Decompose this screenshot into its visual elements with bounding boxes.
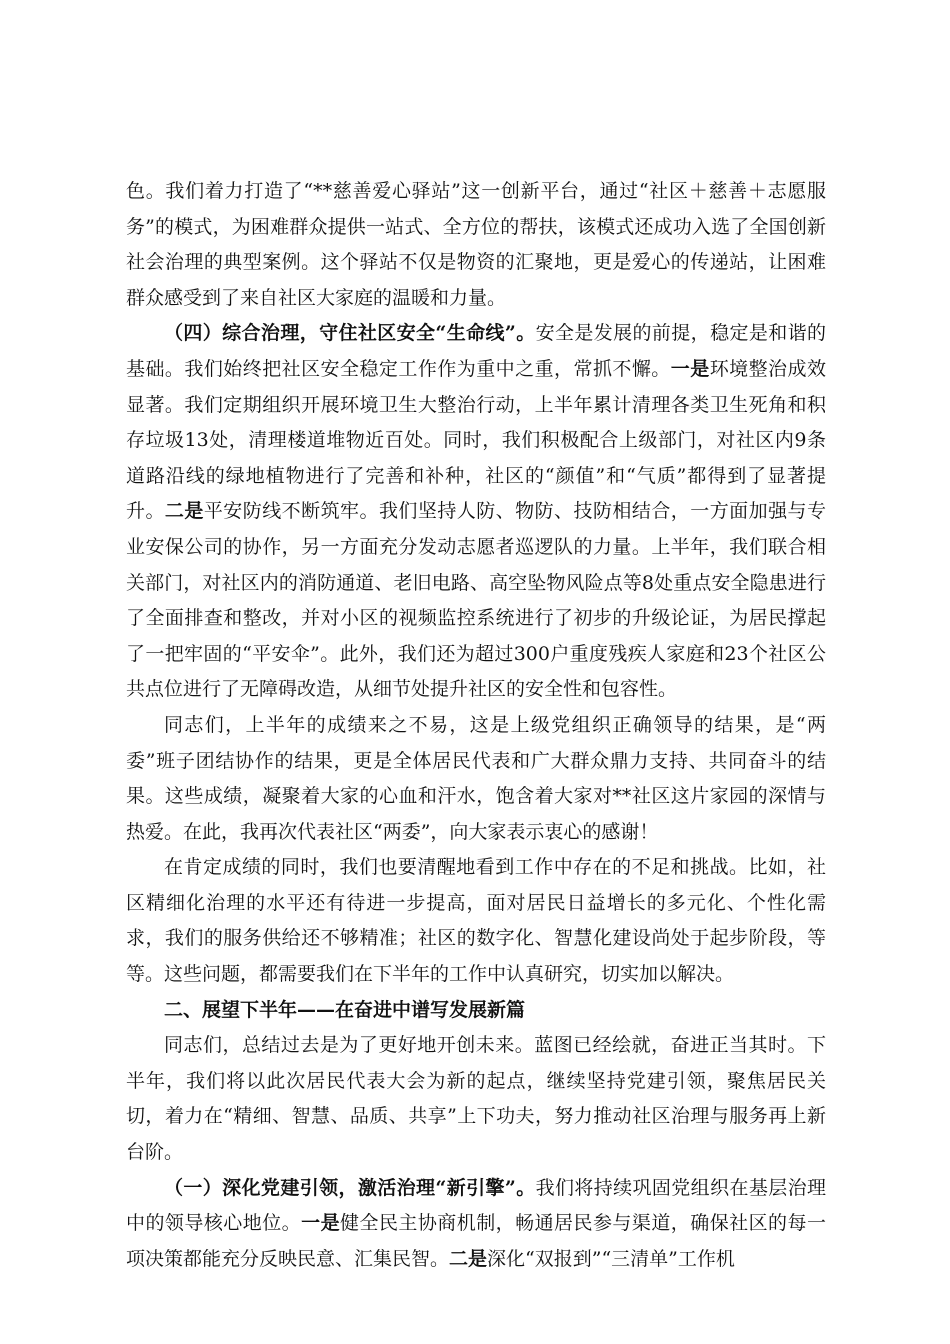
- paragraph-comprehensive-governance: [126, 316, 826, 708]
- paragraph-text: 同志们，上半年的成绩来之不易，这是上级党组织正确领导的结果，是“两委”班子团结协作的结果，更是全体居民代表和广大群众鼎力支持、共同奋斗的结果。这些成绩，凝聚着大家的心血和汗水，饱含着大家对**社区这片家园的深情与热爱。在此，我再次代表社区“两委”，向大家表示衷心的感谢！: [126, 713, 826, 843]
- paragraph-text: 环境整治成效显著。我们定期组织开展环境卫生大整治行动，上半年累计清理各类卫生死角和积存垃圾13处，清理楼道堆物近百处。同时，我们积极配合上级部门，对社区内9条道路沿线的绿地植物进行了完善和补种，社区的“颜值”和“气质”都得到了显著提升。: [126, 357, 826, 523]
- emphasis-first: 一是: [670, 357, 710, 380]
- paragraph-text: 健全民主协商机制，畅通居民参与渠道，确保社区的每一项决策都能充分反映民意、汇集民智。: [126, 1212, 826, 1270]
- emphasis-second: 二是: [164, 500, 204, 523]
- paragraph-text: 平安防线不断筑牢。我们坚持人防、物防、技防相结合，一方面加强与专业安保公司的协作，另一方面充分发动志愿者巡逻队的力量。上半年，我们联合相关部门，对社区内的消防通道、老旧电路、高空坠物风险点等8处重点安全隐患进行了全面排查和整改，并对小区的视频监控系统进行了初步的升级论证，为居民撑起了一把牢固的“平安伞”。此外，我们还为超过300户重度残疾人家庭和23个社区公共点位进行了无障碍改造，从细节处提升社区的安全性和包容性。: [126, 500, 826, 701]
- paragraph-thanks: [126, 708, 826, 850]
- paragraph-text: 色。我们着力打造了“**慈善爱心驿站”这一创新平台，通过“社区＋慈善＋志愿服务”的模式，为困难群众提供一站式、全方位的帮扶，该模式还成功入选了全国创新社会治理的典型案例。这个驿站不仅是物资的汇聚地，更是爱心的传递站，让困难群众感受到了来自社区大家庭的温暖和力量。: [126, 180, 826, 309]
- paragraph-text: 同志们，总结过去是为了更好地开创未来。蓝图已经绘就，奋进正当其时。下半年，我们将以此次居民代表大会为新的起点，继续坚持党建引领，聚焦居民关切，着力在“精细、智慧、品质、共享”上下功夫，努力推动社区治理与服务再上新台阶。: [126, 1034, 826, 1164]
- paragraph-shortcomings: [126, 850, 826, 992]
- section-heading-4: （四）综合治理，守住社区安全“生命线”。: [164, 322, 536, 345]
- paragraph-text: 安全是发展的前提，稳定是和谐的基础。我们始终把社区安全稳定工作作为重中之重，常抓不懈。: [126, 322, 826, 380]
- paragraph-charity-station: [126, 174, 826, 316]
- paragraph-outlook: [126, 1028, 826, 1170]
- paragraph-party-building: [126, 1171, 826, 1278]
- section-heading-2: [126, 993, 826, 1029]
- paragraph-text: 在肯定成绩的同时，我们也要清醒地看到工作中存在的不足和挑战。比如，社区精细化治理的水平还有待进一步提高，面对居民日益增长的多元化、个性化需求，我们的服务供给还不够精准；社区的数字化、智慧化建设尚处于起步阶段，等等。这些问题，都需要我们在下半年的工作中认真研究，切实加以解决。: [126, 856, 826, 986]
- emphasis-second: 二是: [449, 1247, 488, 1270]
- document-body: [126, 174, 826, 1277]
- paragraph-text: 我们将持续巩固党组织在基层治理中的领导核心地位。: [126, 1176, 826, 1235]
- paragraph-text: 深化“双报到”“三清单”工作机: [487, 1247, 735, 1270]
- emphasis-first: 一是: [301, 1212, 341, 1235]
- subsection-heading-1: （一）深化党建引领，激活治理“新引擎”。: [164, 1176, 536, 1199]
- heading-text: 二、展望下半年——在奋进中谱写发展新篇: [164, 998, 526, 1021]
